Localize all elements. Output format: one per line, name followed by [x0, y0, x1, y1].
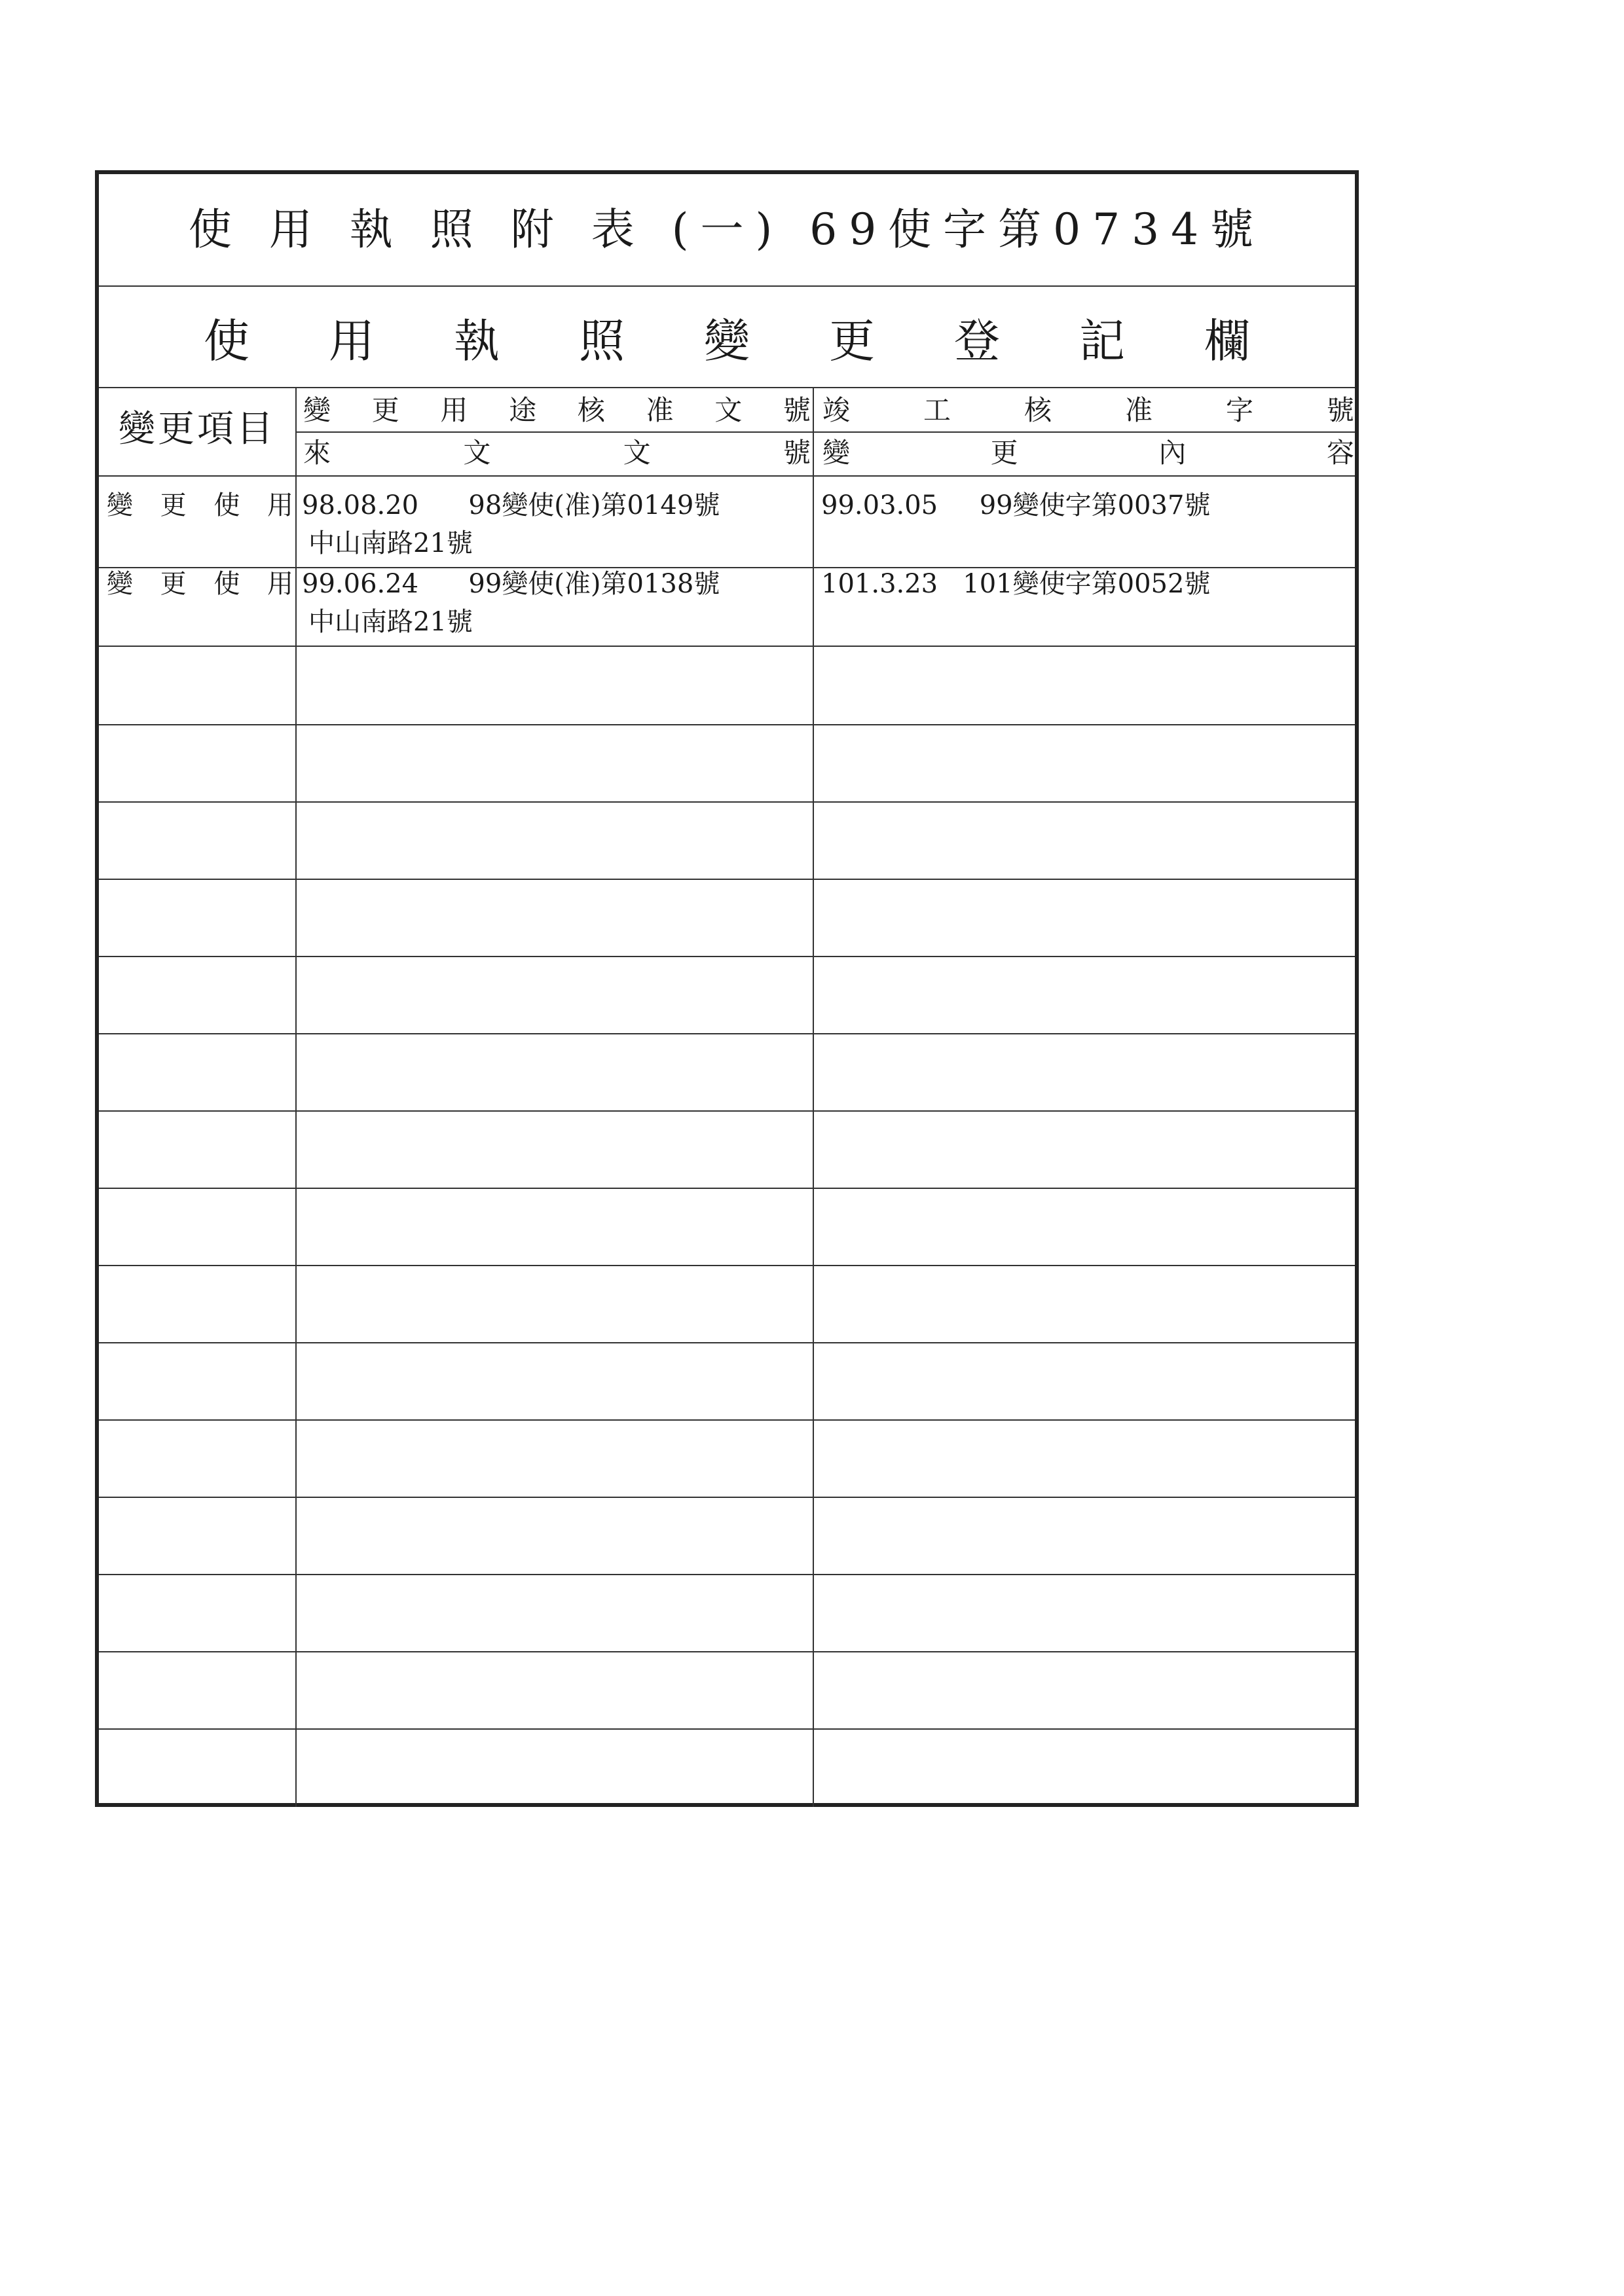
col2-header-bottom — [303, 433, 811, 473]
heading-char: 變 — [704, 314, 750, 368]
item-char: 更 — [160, 569, 187, 599]
heading-char: 記 — [1079, 314, 1125, 368]
item-char: 用 — [267, 569, 293, 599]
col2-header-top — [303, 390, 811, 431]
empty-row-divider — [99, 879, 1355, 880]
empty-row-divider — [99, 1574, 1355, 1575]
document-title: 使 用 執 照 附 表 (一) 69使字第0734號 — [188, 204, 1266, 255]
header-char: 途 — [509, 394, 537, 426]
header-char: 號 — [783, 394, 811, 426]
heading-char: 照 — [579, 314, 625, 368]
header-char: 文 — [463, 437, 491, 469]
header-char: 更 — [990, 437, 1018, 469]
header-char: 容 — [1326, 437, 1354, 469]
item-char: 更 — [160, 490, 187, 520]
row-item-label — [107, 487, 293, 524]
row-approval-date-number: 99.06.24 99變使(准)第0138號 — [302, 569, 720, 599]
empty-row-divider — [99, 1110, 1355, 1112]
row-divider — [99, 646, 1355, 647]
empty-row-divider — [99, 1651, 1355, 1652]
item-char: 使 — [213, 569, 240, 599]
row-item-label — [107, 566, 293, 602]
heading-char: 更 — [829, 314, 875, 368]
header-char: 字 — [1225, 394, 1253, 426]
row-divider — [99, 475, 1355, 477]
header-divider — [297, 431, 1355, 433]
heading-char: 欄 — [1204, 314, 1250, 368]
empty-row-divider — [99, 1342, 1355, 1343]
row-completion-approval: 99.03.05 99變使字第0037號 — [821, 490, 1211, 520]
item-char: 變 — [107, 569, 133, 599]
header-char: 竣 — [822, 394, 851, 426]
header-char: 來 — [303, 437, 331, 469]
empty-row-divider — [99, 1497, 1355, 1498]
header-char: 核 — [1024, 394, 1052, 426]
header-char: 核 — [577, 394, 605, 426]
header-char: 更 — [371, 394, 399, 426]
heading-char: 用 — [329, 314, 375, 368]
empty-row-divider — [99, 1033, 1355, 1034]
header-char: 用 — [440, 394, 468, 426]
header-char: 號 — [1326, 394, 1354, 426]
item-char: 使 — [213, 490, 240, 520]
heading-char: 使 — [204, 314, 249, 368]
empty-row-divider — [99, 1728, 1355, 1730]
column-divider — [813, 387, 814, 1807]
heading-char: 執 — [454, 314, 500, 368]
license-attachment-table — [95, 170, 1359, 1807]
header-char: 文 — [714, 394, 743, 426]
empty-row-divider — [99, 801, 1355, 803]
heading-char: 登 — [954, 314, 1000, 368]
row-completion-approval: 101.3.23 101變使字第0052號 — [821, 569, 1211, 599]
item-column-header: 變更項目 — [119, 408, 276, 450]
row-address: 中山南路21號 — [308, 528, 473, 558]
empty-row-divider — [99, 724, 1355, 725]
item-char: 用 — [267, 490, 293, 520]
row-address: 中山南路21號 — [308, 607, 473, 637]
header-char: 文 — [623, 437, 651, 469]
col3-header-top — [822, 390, 1354, 431]
empty-row-divider — [99, 956, 1355, 957]
header-char: 號 — [783, 437, 811, 469]
item-char: 變 — [107, 490, 133, 520]
empty-row-divider — [99, 1188, 1355, 1189]
header-char: 准 — [646, 394, 674, 426]
empty-row-divider — [99, 1419, 1355, 1421]
divider — [99, 285, 1355, 287]
section-heading — [204, 308, 1250, 374]
header-char: 變 — [822, 437, 851, 469]
divider — [99, 387, 1355, 388]
header-char: 變 — [303, 394, 331, 426]
col3-header-bottom — [822, 433, 1354, 473]
column-divider — [295, 387, 297, 1807]
header-char: 准 — [1124, 394, 1153, 426]
empty-row-divider — [99, 1265, 1355, 1266]
row-approval-date-number: 98.08.20 98變使(准)第0149號 — [302, 490, 720, 520]
header-char: 工 — [923, 394, 951, 426]
header-char: 內 — [1158, 437, 1187, 469]
